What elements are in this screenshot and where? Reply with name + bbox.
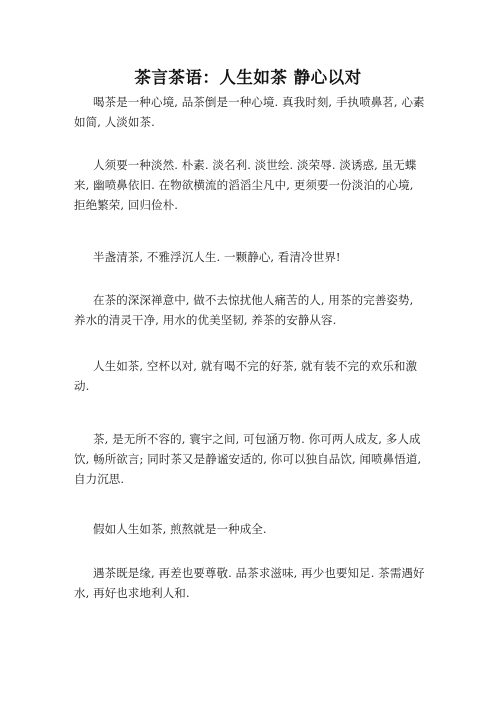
paragraph-7: 假如人生如茶, 煎熬就是一种成全. [93, 522, 267, 536]
paragraph-5: 人生如茶, 空杯以对, 就有喝不完的好茶, 就有装不完的欢乐和激动. [74, 359, 418, 393]
paragraph-4: 在茶的深深禅意中, 做不去惊扰他人痛苦的人, 用茶的完善姿势, 养水的清灵干净, 用水的优美坚韧, 养茶的安静从容. [74, 293, 414, 327]
document-title: 茶言茶语：人生如茶 静心以对 [134, 68, 362, 87]
paragraph-3: 半盏清茶, 不雅浮沉人生. 一颗静心, 看清冷世界! [93, 250, 341, 264]
paragraph-1: 喝茶是一种心境, 品茶倒是一种心境. 真我时刻, 手执喷鼻茗, 心素如简, 人淡如茶. [74, 95, 425, 129]
paragraph-8: 遇茶既是缘, 再差也要尊敬. 品茶求滋味, 再少也要知足. 茶需遇好水, 再好也求地利人和. [74, 566, 425, 600]
paragraph-2: 人须要一种淡然. 朴素. 淡名利. 淡世绘. 淡荣辱. 淡诱惑, 虽无蝶来, 幽喷鼻依旧. 在物欲横流的滔滔尘凡中, 更须要一份淡泊的心境, 拒绝繁荣, 回归俭朴. [74, 158, 417, 212]
paragraph-6: 茶, 是无所不容的, 寰宇之间, 可包涵万物. 你可两人成友, 多人成饮, 畅所欲言; 同时茶又是静谧安适的, 你可以独自品饮, 闻喷鼻悟道, 自力沉思. [74, 432, 422, 486]
